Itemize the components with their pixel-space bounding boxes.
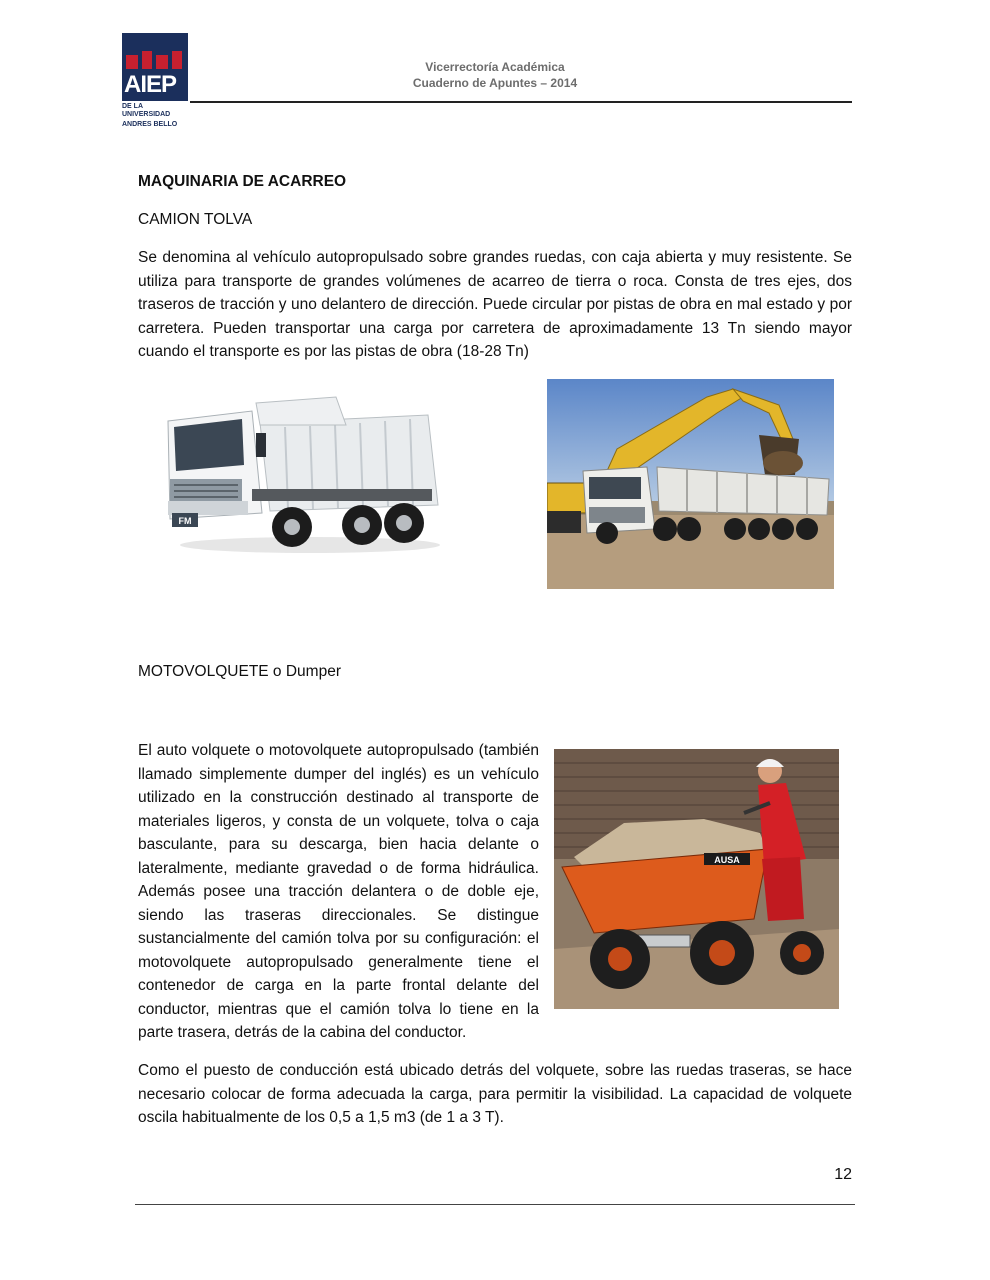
aiep-logo [122, 33, 190, 128]
truck-badge-text: FM [178, 516, 192, 526]
subheading-camion-tolva: CAMION TOLVA [138, 211, 253, 228]
page-number: 12 [834, 1166, 852, 1183]
dumper-brand-text: AUSA [714, 855, 740, 865]
subheading-motovolquete: MOTOVOLQUETE o Dumper [138, 663, 341, 680]
excavator-loading-truck-image [547, 379, 834, 589]
paragraph-capacidad: Como el puesto de conducción está ubicado detrás del volquete, sobre las ruedas traseras, se hace necesario colocar de forma adecuada la carga, para permitir la visibilidad. La capacidad de volquete oscila habitualmente de los 0,5 a 1,5 m3 (de 1 a 3 T). [138, 1062, 852, 1126]
section-title: MAQUINARIA DE ACARREO [138, 173, 347, 190]
dump-truck-image [160, 393, 443, 563]
paragraph-camion-tolva: Se denomina al vehículo autopropulsado sobre grandes ruedas, con caja abierta y muy resistente. Se utiliza para transporte de grandes volúmenes de acarreo de tierra o roca. Consta de tres ejes, dos traseros de tracción y uno delantero de dirección. Puede circular por pistas de obra en mal estado y por carretera. Pueden transportar una carga por carretera de aproximadamente 13 Tn siendo mayor cuando el transporte es por las pistas de obra (18-28 Tn) [138, 249, 852, 360]
dumper-worker-image [554, 749, 839, 1009]
logo-subtitle-1: DE LA UNIVERSIDAD [122, 103, 171, 118]
page-header [300, 59, 690, 91]
paragraph-motovolquete: El auto volquete o motovolquete autopropulsado (también llamado simplemente dumper del inglés) es un vehículo utilizado en la construcción destinado al transporte de materiales ligeros, y consta de un volquete, tolva o caja basculante, para su descarga, bien hacia delante o lateralmente, mediante gravedad o de forma hidráulica. Además posee una tracción delantera o de doble eje, siendo las traseras direccionales. Se distingue sustancialmente del camión tolva por su configuración: el motovolquete autopropulsado generalmente tiene el contenedor de carga en la parte frontal delante del conductor, mientras que el camión tolva lo tiene en la parte trasera, detrás de la cabina del conductor. [138, 742, 539, 1041]
header-divider [190, 101, 852, 103]
logo-subtitle-2: ANDRES BELLO [122, 121, 178, 128]
logo-text: AIEP [124, 71, 177, 98]
footer-divider [135, 1204, 855, 1205]
header-line-2: Cuaderno de Apuntes – 2014 [412, 76, 578, 90]
logo-mark [122, 33, 188, 101]
header-line-1: Vicerrectoría Académica [425, 60, 565, 74]
